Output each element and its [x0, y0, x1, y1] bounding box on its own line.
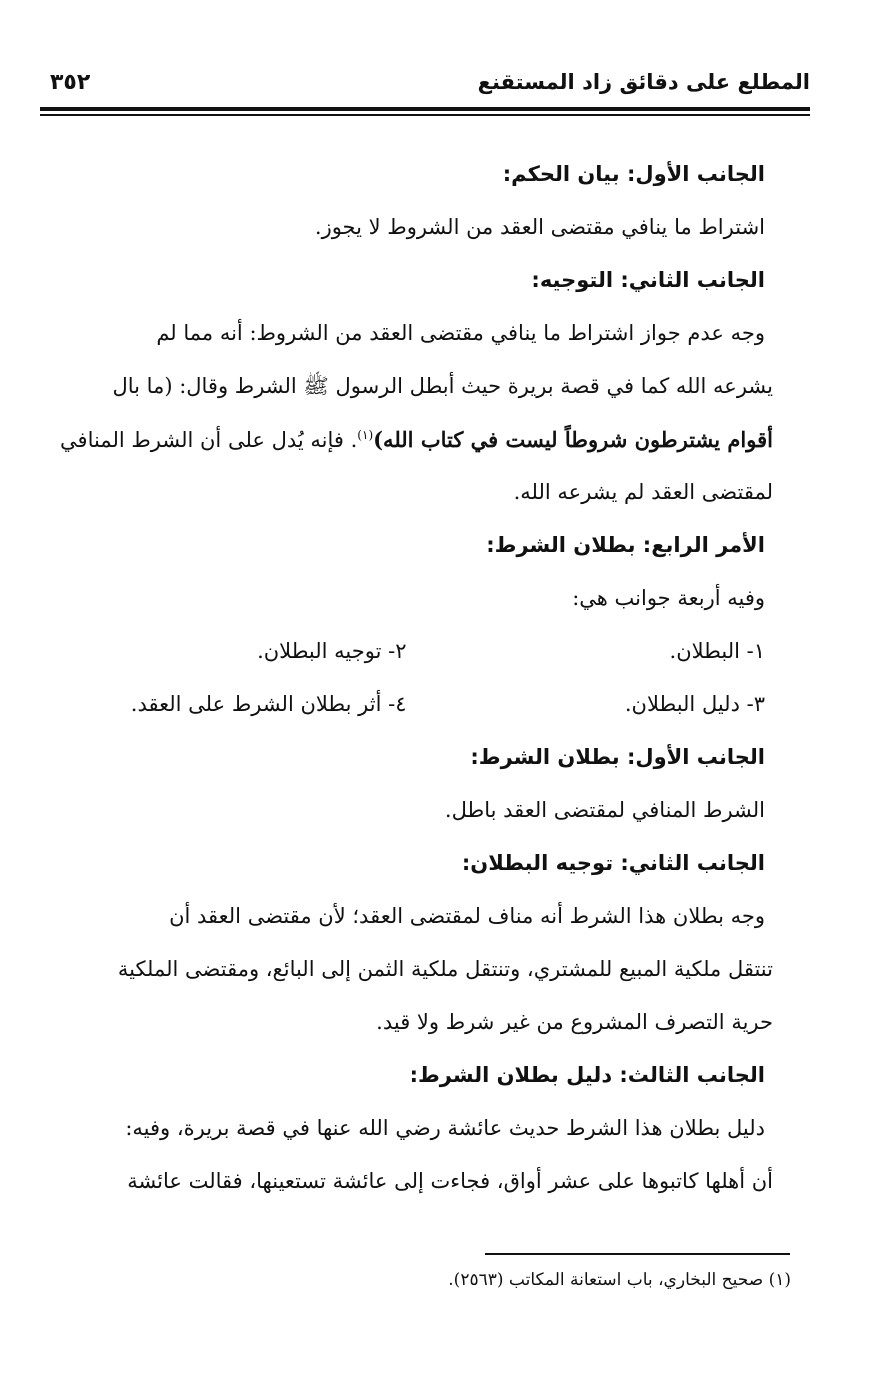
aspects-row: [48, 625, 773, 678]
paragraph-line: وجه بطلان هذا الشرط أنه مناف لمقتضى العقد؛ لأن مقتضى العقد أن: [169, 904, 765, 928]
section-heading: الجانب الثاني: التوجيه:: [531, 268, 765, 292]
header-rule-thick: [40, 107, 810, 111]
aspect-item: ١- البطلان.: [669, 639, 765, 663]
section-heading: الجانب الثاني: توجيه البطلان:: [461, 851, 765, 875]
paragraph-text: . فإنه يُدل على أن الشرط المنافي: [60, 428, 358, 452]
aspect-item: ٣- دليل البطلان.: [624, 692, 765, 716]
paragraph-line: تنتقل ملكية المبيع للمشتري، وتنتقل ملكية الثمن إلى البائع، ومقتضى الملكية: [117, 957, 773, 981]
paragraph-line: اشتراط ما ينافي مقتضى العقد من الشروط لا يجوز.: [314, 215, 765, 239]
page-number: ٣٥٢: [50, 70, 91, 95]
paragraph-line: لمقتضى العقد لم يشرعه الله.: [513, 480, 773, 504]
paragraph-line: الشرط المنافي لمقتضى العقد باطل.: [444, 798, 765, 822]
section-heading: الأمر الرابع: بطلان الشرط:: [486, 533, 765, 557]
aspect-item: ٢- توجيه البطلان.: [257, 639, 407, 663]
section-heading: الجانب الأول: بطلان الشرط:: [470, 745, 765, 769]
paragraph-line: دليل بطلان هذا الشرط حديث عائشة رضي الله عنها في قصة بريرة، وفيه:: [125, 1116, 765, 1140]
paragraph-line: حرية التصرف المشروع من غير شرط ولا قيد.: [376, 1010, 773, 1034]
header-rule-thin: [40, 114, 810, 116]
book-title: المطلع على دقائق زاد المستقنع: [477, 70, 810, 94]
main-text: [48, 148, 773, 1208]
footnote: (١) صحيح البخاري، باب استعانة المكاتب (٢٥٦٣).: [448, 1270, 791, 1290]
section-heading: الجانب الأول: بيان الحكم:: [502, 162, 765, 186]
section-heading: الجانب الثالث: دليل بطلان الشرط:: [409, 1063, 765, 1087]
paragraph-line: وجه عدم جواز اشتراط ما ينافي مقتضى العقد من الشروط: أنه مما لم: [156, 321, 765, 345]
paragraph-line: [48, 413, 773, 466]
footnote-separator: [485, 1253, 790, 1255]
footnote-marker: (١): [357, 428, 374, 442]
running-header: [40, 60, 810, 120]
paragraph-line: وفيه أربعة جوانب هي:: [572, 586, 765, 610]
aspect-item: ٤- أثر بطلان الشرط على العقد.: [130, 692, 407, 716]
paragraph-line: أن أهلها كاتبوها على عشر أواق، فجاءت إلى عائشة تستعينها، فقالت عائشة: [127, 1169, 773, 1193]
paragraph-line: يشرعه الله كما في قصة بريرة حيث أبطل الرسول ﷺ الشرط وقال: (ما بال: [112, 374, 773, 398]
hadith-quote: أقوام يشترطون شروطاً ليست في كتاب الله): [373, 427, 773, 452]
aspects-row: [48, 678, 773, 731]
